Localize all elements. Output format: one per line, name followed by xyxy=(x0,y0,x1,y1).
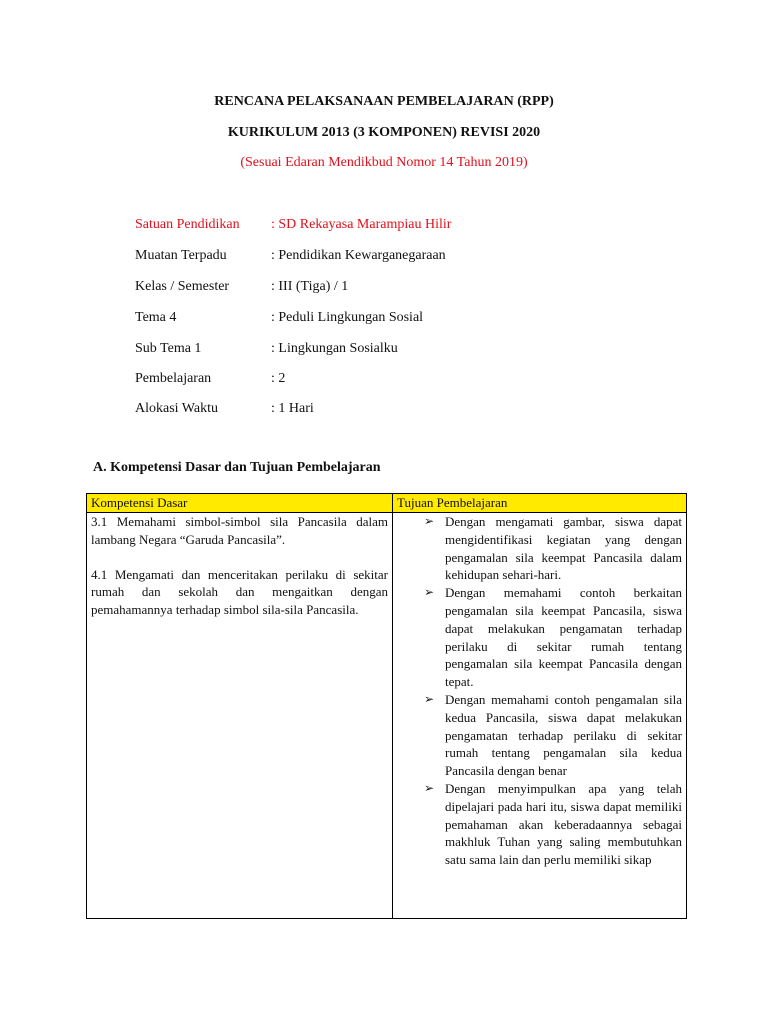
tp-list xyxy=(397,513,682,869)
info-label: Sub Tema 1 xyxy=(135,341,202,356)
document-subtitle: (Sesuai Edaran Mendikbud Nomor 14 Tahun 2019) xyxy=(240,155,528,170)
list-item xyxy=(397,691,682,780)
kd-item: 3.1 Memahami simbol-simbol sila Pancasila dalam lambang Negara “Garuda Pancasila”. xyxy=(91,514,388,547)
info-label: Kelas / Semester xyxy=(135,279,230,294)
info-value: : Lingkungan Sosialku xyxy=(271,341,398,356)
list-item xyxy=(397,780,682,869)
arrow-bullet-icon: ➢ xyxy=(424,691,435,706)
competency-table xyxy=(86,493,687,919)
tp-text: Dengan menyimpulkan apa yang telah dipelajari pada hari itu, siswa dapat memiliki pemahaman akan keberadaannya sebagai makhluk Tuhan yang saling membutuhkan satu sama lain dan perlu memiliki sikap xyxy=(445,780,682,868)
info-value: : Pendidikan Kewarganegaraan xyxy=(271,248,446,263)
kd-item: 4.1 Mengamati dan menceritakan perilaku di sekitar rumah dan sekolah dan mengaitkan dengan pemahamannya terhadap simbol sila-sila Pancasila. xyxy=(91,566,388,618)
list-item xyxy=(397,513,682,584)
info-value: : 1 Hari xyxy=(271,401,314,416)
tp-clip xyxy=(397,513,682,918)
info-label: Alokasi Waktu xyxy=(135,401,218,416)
info-value: : 2 xyxy=(271,371,286,386)
tp-text: Dengan memahami contoh berkaitan pengamalan sila keempat Pancasila, siswa dapat melakukan pengamatan terhadap perilaku di sekitar rumah tentang pengamalan sila keempat Pancasila dengan tepat. xyxy=(445,585,682,690)
arrow-bullet-icon: ➢ xyxy=(424,514,435,528)
arrow-bullet-icon: ➢ xyxy=(424,585,435,600)
curriculum-title: KURIKULUM 2013 (3 KOMPONEN) REVISI 2020 xyxy=(227,125,541,140)
section-heading: A. Kompetensi Dasar dan Tujuan Pembelajaran xyxy=(93,460,381,475)
list-item xyxy=(397,584,682,691)
tp-text: Dengan mengamati gambar, siswa dapat mengidentifikasi kegiatan yang dengan pengamalan sila keempat Pancasila dalam kehidupan sehari-hari. xyxy=(445,514,682,583)
column-header-kompetensi-dasar: Kompetensi Dasar xyxy=(87,494,393,513)
info-value: : III (Tiga) / 1 xyxy=(271,279,349,294)
info-label: Muatan Terpadu xyxy=(135,248,227,263)
table-row xyxy=(87,513,687,919)
tp-cell xyxy=(393,513,687,919)
document-title: RENCANA PELAKSANAAN PEMBELAJARAN (RPP) xyxy=(214,94,554,109)
info-label: Satuan Pendidikan xyxy=(135,217,240,232)
info-value: : SD Rekayasa Marampiau Hilir xyxy=(271,217,452,232)
info-value: : Peduli Lingkungan Sosial xyxy=(271,310,424,325)
arrow-bullet-icon: ➢ xyxy=(424,780,435,795)
table-header-row xyxy=(87,494,687,513)
info-label: Tema 4 xyxy=(135,310,177,325)
tp-text: Dengan memahami contoh pengamalan sila kedua Pancasila, siswa dapat melakukan pengamatan terhadap perilaku di sekitar rumah tentang pengamalan sila kedua Pancasila dengan benar xyxy=(445,691,682,779)
column-header-tujuan-pembelajaran: Tujuan Pembelajaran xyxy=(393,494,687,513)
info-label: Pembelajaran xyxy=(135,371,212,386)
kd-cell xyxy=(87,513,393,919)
